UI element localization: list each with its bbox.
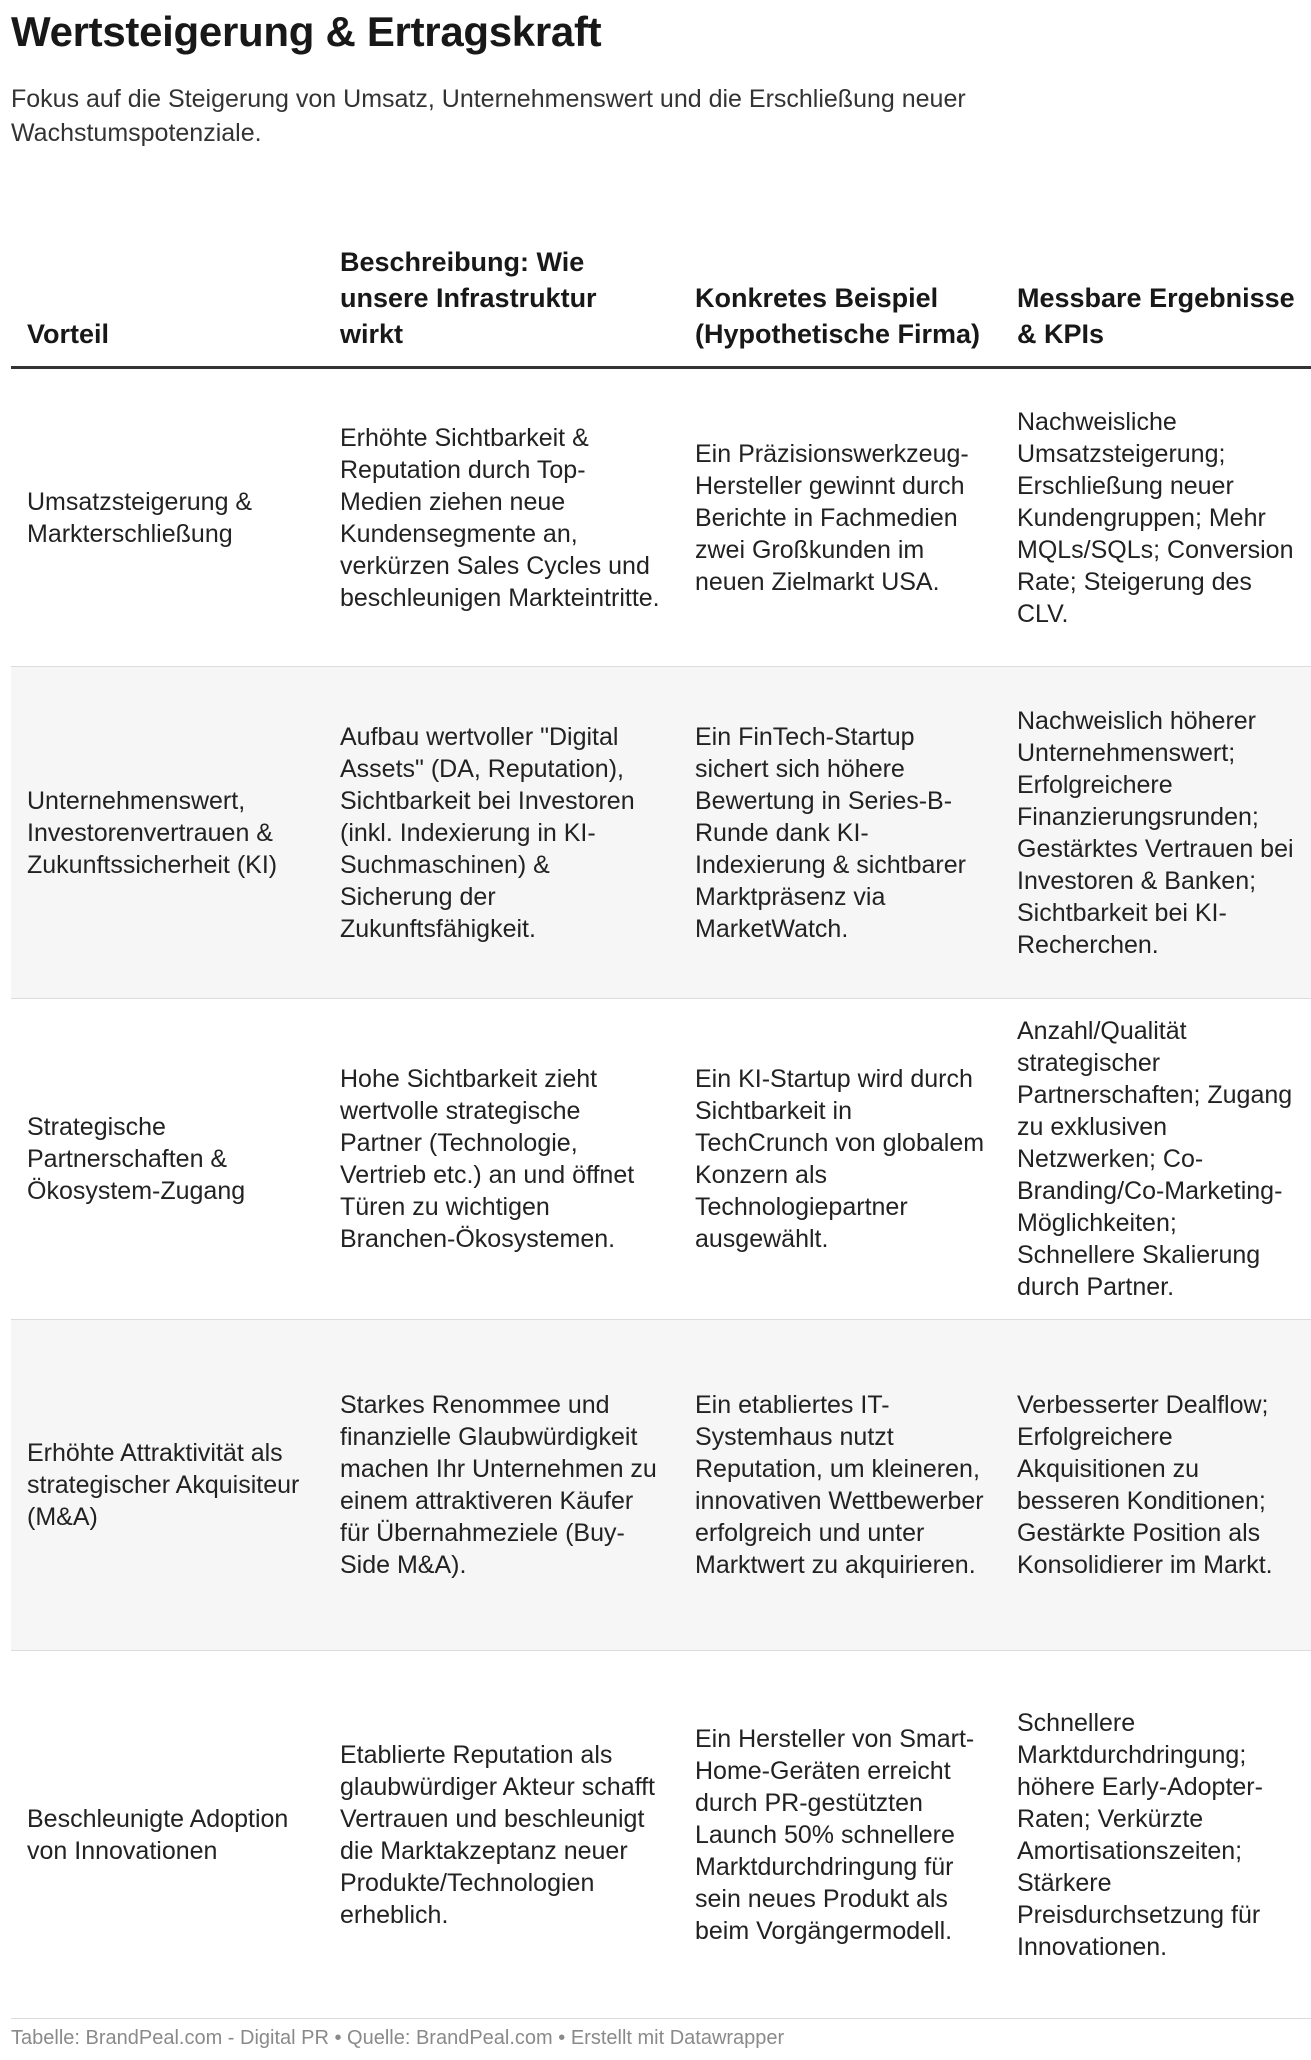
cell-beispiel: Ein Präzisionswerkzeug-Hersteller gewinnt durch Berichte in Fachmedien zwei Großkunden im neuen Zielmarkt USA.: [695, 439, 969, 596]
cell-beschreibung: Starkes Renommee und finanzielle Glaubwürdigkeit machen Ihr Unternehmen zu einem attraktiveren Käufer für Übernahmeziele (Buy-Side M&A).: [324, 1320, 679, 1651]
header-vorteil[interactable]: Vorteil: [11, 190, 324, 368]
cell-vorteil: Strategische Partnerschaften & Ökosystem-Zugang: [27, 1113, 246, 1205]
cell-beschreibung: Erhöhte Sichtbarkeit & Reputation durch Top-Medien ziehen neue Kundensegmente an, verkürzen Sales Cycles und beschleunigen Markteintritte.: [340, 423, 660, 612]
cell-beispiel: Ein etabliertes IT-Systemhaus nutzt Reputation, um kleineren, innovativen Wettbewerber erfolgreich und unter Marktwert zu akquirieren.: [679, 1320, 1001, 1651]
page-title: Wertsteigerung & Ertragskraft: [11, 8, 602, 55]
header-kpis[interactable]: Messbare Ergebnisse & KPIs: [1001, 190, 1311, 368]
cell-vorteil: Erhöhte Attraktivität als strategischer Akquisiteur (M&A): [11, 1320, 324, 1651]
source-footer: Tabelle: BrandPeal.com - Digital PR • Quelle: BrandPeal.com • Erstellt mit Datawrapper: [11, 2027, 785, 2049]
table-row: [11, 999, 1311, 1320]
cell-beispiel: Ein KI-Startup wird durch Sichtbarkeit in TechCrunch von globalem Konzern als Technologiepartner ausgewählt.: [695, 1065, 985, 1253]
benefits-table: [11, 190, 1311, 2019]
cell-vorteil: Umsatzsteigerung & Markterschließung: [27, 487, 253, 548]
cell-kpis: Anzahl/Qualität strategischer Partnerschaften; Zugang zu exklusiven Netzwerken; Co-Branding/Co-Marketing-Möglichkeiten; Schnellere Skalierung durch Partner.: [1017, 1017, 1293, 1301]
cell-kpis: Schnellere Marktdurchdringung; höhere Early-Adopter-Raten; Verkürzte Amortisationszeiten; Stärkere Preisdurchsetzung für Innovationen.: [1017, 1708, 1263, 1961]
cell-kpis: Nachweisliche Umsatzsteigerung; Erschließung neuer Kundengruppen; Mehr MQLs/SQLs; Conversion Rate; Steigerung des CLV.: [1017, 407, 1294, 628]
table-header-row: [11, 190, 1311, 368]
table-row: [11, 368, 1311, 667]
cell-beschreibung: Etablierte Reputation als glaubwürdiger Akteur schafft Vertrauen und beschleunigt die Marktakzeptanz neuer Produkte/Technologien erheblich.: [340, 1740, 656, 1929]
table-row: [11, 1651, 1311, 2019]
header-beschreibung[interactable]: Beschreibung: Wie unsere Infrastruktur wirkt: [324, 190, 679, 368]
cell-kpis: Verbesserter Dealflow; Erfolgreichere Akquisitionen zu besseren Konditionen; Gestärkte Position als Konsolidierer im Markt.: [1001, 1320, 1311, 1651]
header-beispiel[interactable]: Konkretes Beispiel (Hypothetische Firma): [679, 190, 1001, 368]
table-row: [11, 667, 1311, 999]
cell-beispiel: Ein Hersteller von Smart-Home-Geräten erreicht durch PR-gestützten Launch 50% schnellere Marktdurchdringung für sein neues Produkt als beim Vorgängermodell.: [695, 1724, 975, 1945]
cell-beschreibung: Hohe Sichtbarkeit zieht wertvolle strategische Partner (Technologie, Vertrieb etc.) an und öffnet Türen zu wichtigen Branchen-Ökosystemen.: [340, 1065, 635, 1253]
cell-beschreibung: Aufbau wertvoller "Digital Assets" (DA, Reputation), Sichtbarkeit bei Investoren (inkl. Indexierung in KI-Suchmaschinen) & Sicherung der Zukunftsfähigkeit.: [324, 667, 679, 999]
cell-kpis: Nachweislich höherer Unternehmenswert; Erfolgreichere Finanzierungsrunden; Gestärktes Vertrauen bei Investoren & Banken; Sichtbarkeit bei KI-Recherchen.: [1001, 667, 1311, 999]
cell-beispiel: Ein FinTech-Startup sichert sich höhere Bewertung in Series-B-Runde dank KI-Indexierung & sichtbarer Marktpräsenz via MarketWatch.: [679, 667, 1001, 999]
table-row: [11, 1320, 1311, 1651]
cell-vorteil: Unternehmenswert, Investorenvertrauen & Zukunftssicherheit (KI): [11, 667, 324, 999]
cell-vorteil: Beschleunigte Adoption von Innovationen: [27, 1804, 289, 1865]
table-container: [11, 190, 1295, 1985]
page-subtitle: Fokus auf die Steigerung von Umsatz, Unternehmenswert und die Erschließung neuer Wachstumspotenziale.: [11, 85, 966, 147]
